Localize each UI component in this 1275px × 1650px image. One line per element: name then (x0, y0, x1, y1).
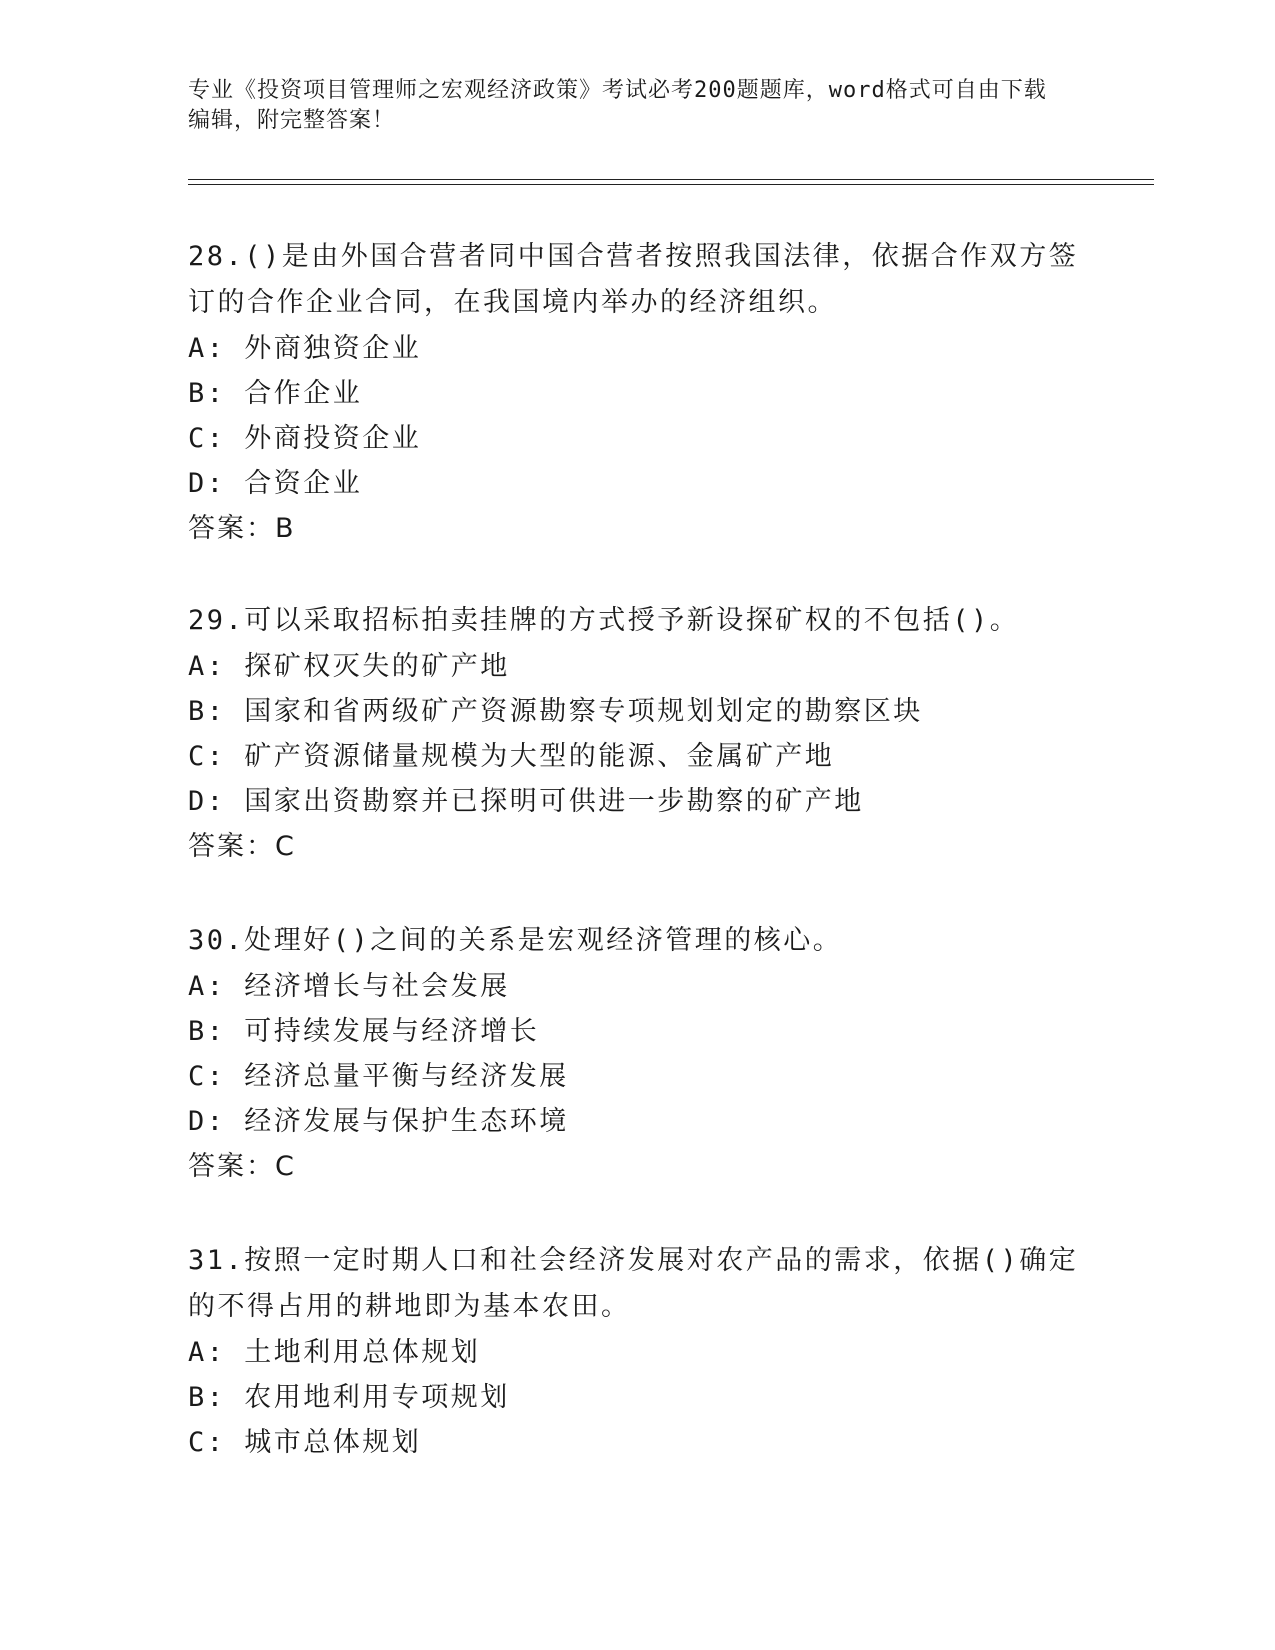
question-stem: 31.按照一定时期人口和社会经济发展对农产品的需求，依据()确定的不得占用的耕地即为基本农田。 (188, 1245, 1079, 1322)
option-d: D: 国家出资勘察并已探明可供进一步勘察的矿产地 (188, 786, 864, 817)
option-d: D: 经济发展与保护生态环境 (188, 1106, 569, 1137)
header-text: 专业《投资项目管理师之宏观经济政策》考试必考200题题库，word格式可自由下载编辑，附完整答案！ (188, 78, 1047, 133)
question-29 (188, 598, 1088, 870)
question-stem: 30.处理好()之间的关系是宏观经济管理的核心。 (188, 925, 843, 956)
option-b: B: 可持续发展与经济增长 (188, 1016, 540, 1047)
option-b: B: 合作企业 (188, 378, 363, 409)
option-d: D: 合资企业 (188, 468, 363, 499)
option-c: C: 外商投资企业 (188, 423, 422, 454)
answer: 答案：C (188, 831, 296, 862)
option-c: C: 城市总体规划 (188, 1427, 422, 1458)
question-stem: 28.()是由外国合营者同中国合营者按照我国法律，依据合作双方签订的合作企业合同，在我国境内举办的经济组织。 (188, 241, 1079, 318)
header-divider-bottom (188, 184, 1154, 185)
question-28 (188, 234, 1088, 552)
option-b: B: 农用地利用专项规划 (188, 1382, 510, 1413)
document-header (188, 76, 1068, 136)
option-c: C: 经济总量平衡与经济发展 (188, 1061, 569, 1092)
option-a: A: 探矿权灭失的矿产地 (188, 651, 510, 682)
header-divider-top (188, 179, 1154, 180)
option-c: C: 矿产资源储量规模为大型的能源、金属矿产地 (188, 741, 835, 772)
question-stem: 29.可以采取招标拍卖挂牌的方式授予新设探矿权的不包括()。 (188, 605, 1020, 636)
answer: 答案：B (188, 513, 296, 544)
option-a: A: 经济增长与社会发展 (188, 971, 510, 1002)
option-a: A: 土地利用总体规划 (188, 1337, 481, 1368)
question-30 (188, 918, 1088, 1190)
answer: 答案：C (188, 1151, 296, 1182)
question-31 (188, 1238, 1088, 1465)
option-b: B: 国家和省两级矿产资源勘察专项规划划定的勘察区块 (188, 696, 923, 727)
option-a: A: 外商独资企业 (188, 333, 422, 364)
